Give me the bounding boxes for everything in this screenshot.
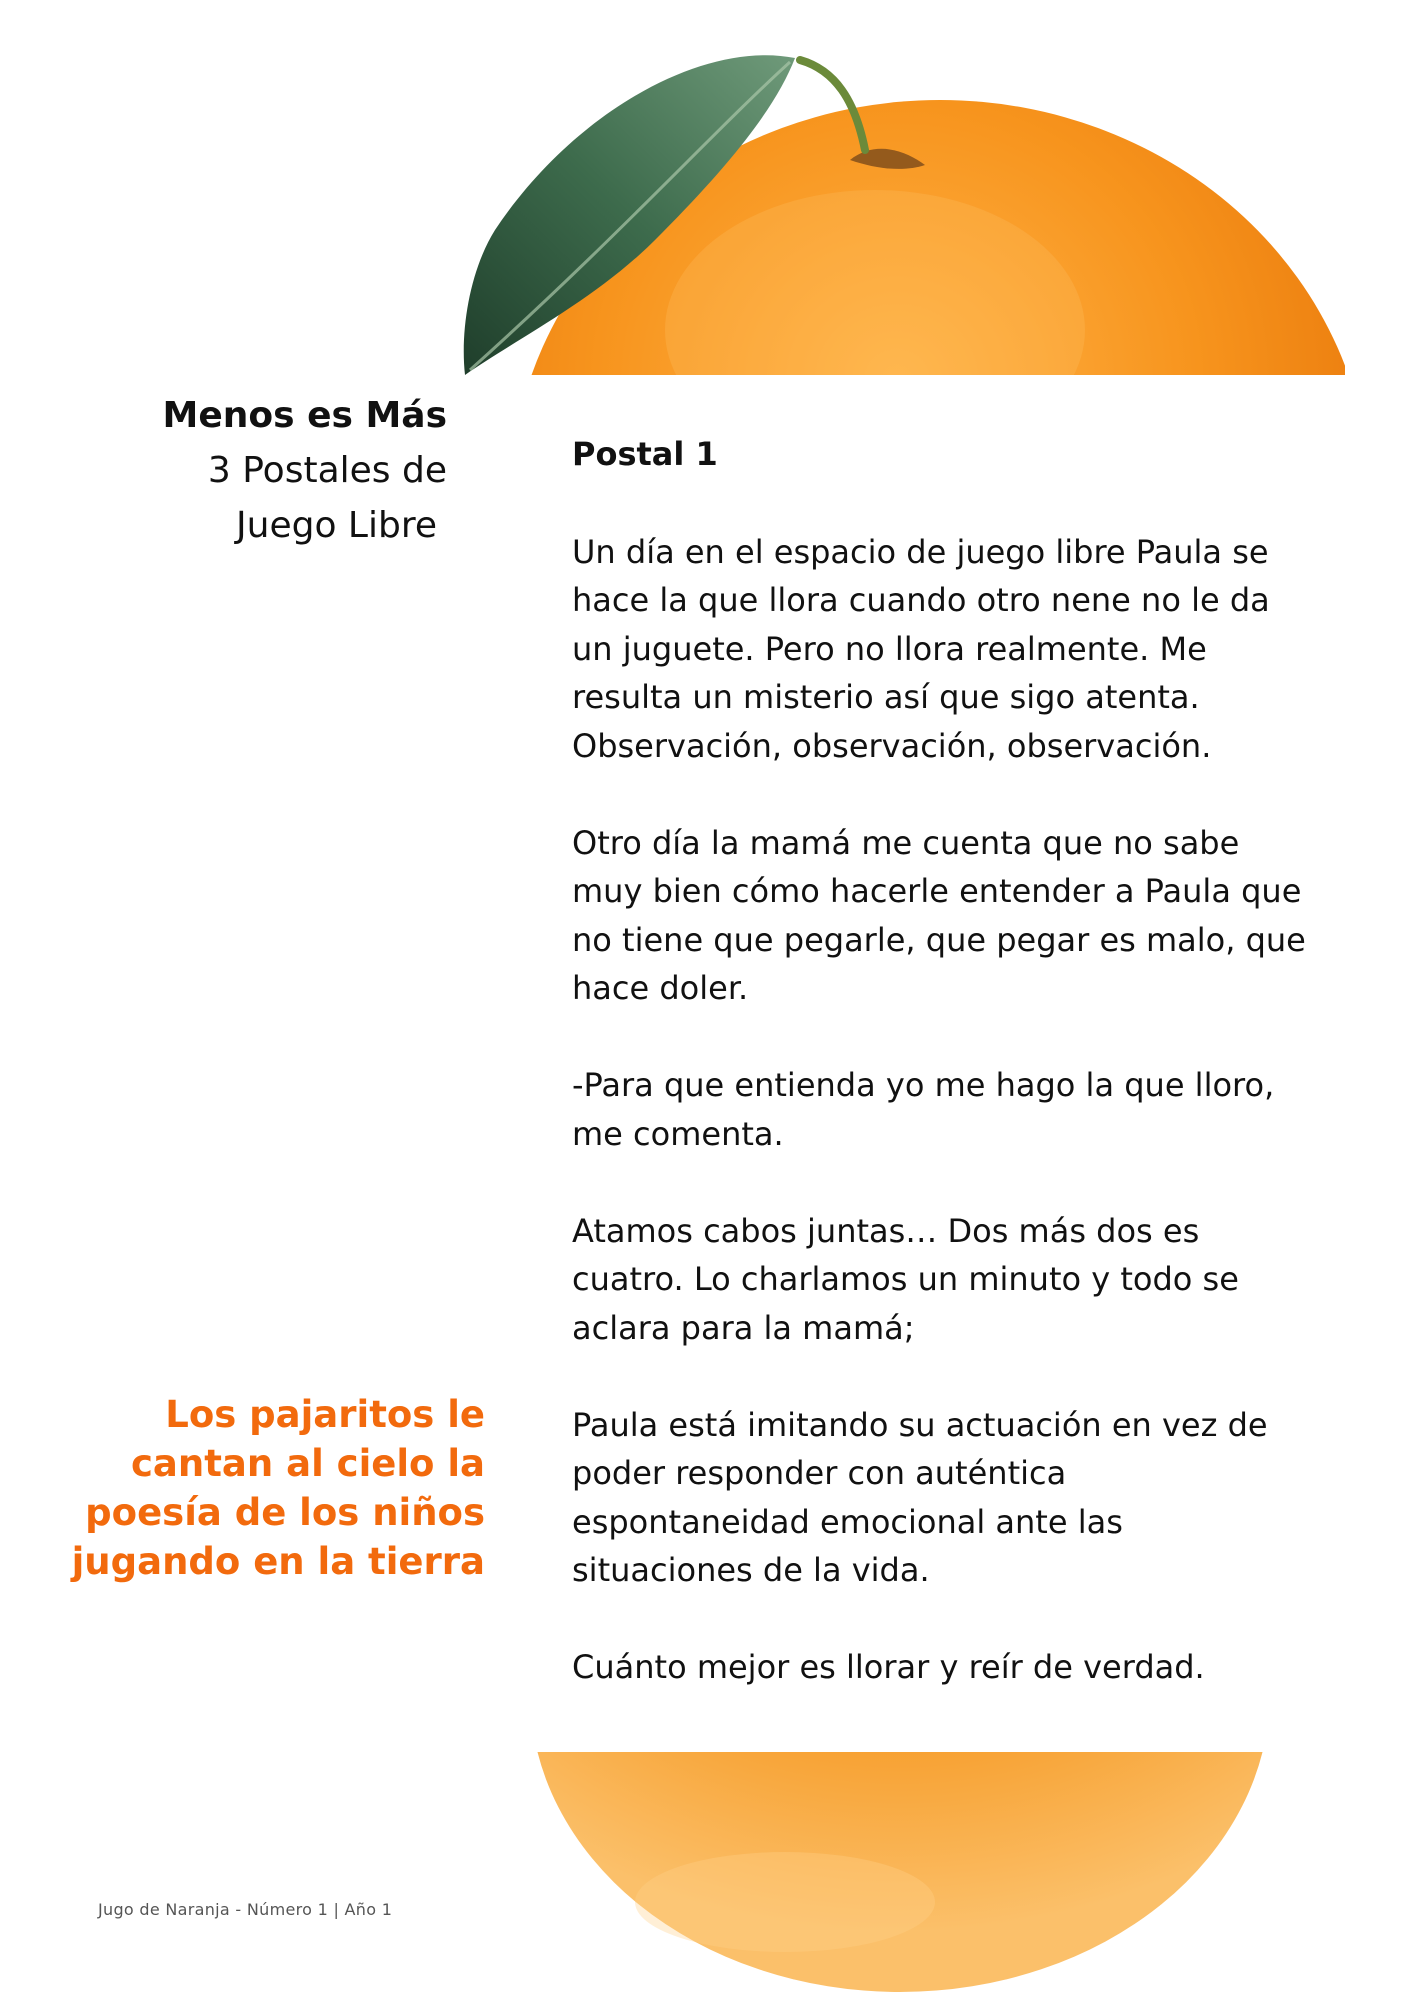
paragraph: Cuánto mejor es llorar y reír de verdad. xyxy=(572,1648,1205,1686)
footer-text: Jugo de Naranja - Número 1 | Año 1 xyxy=(98,1900,393,1919)
side-title xyxy=(27,388,447,553)
orange-bottom-image xyxy=(455,1752,1345,1999)
title-line-3: Juego Libre xyxy=(236,505,437,546)
article-body xyxy=(572,430,1312,1692)
paragraph: Atamos cabos juntas… Dos más dos es cuatro. Lo charlamos un minuto y todo se aclara para la mamá; xyxy=(572,1211,1239,1347)
title-line-1: Menos es Más xyxy=(162,395,447,436)
orange-top-image xyxy=(455,0,1345,375)
orange-bottom-icon xyxy=(455,1752,1345,1999)
paragraph: -Para que entienda yo me hago la que lloro, me comenta. xyxy=(572,1066,1275,1153)
paragraph: Paula está imitando su actuación en vez de poder responder con auténtica espontaneidad emocional ante las situaciones de la vida. xyxy=(572,1405,1268,1589)
paragraph: Otro día la mamá me cuenta que no sabe muy bien cómo hacerle entender a Paula que no tiene que pegarle, que pegar es malo, que hace doler. xyxy=(572,823,1306,1007)
orange-with-leaf-icon xyxy=(455,0,1345,375)
paragraph: Un día en el espacio de juego libre Paula se hace la que llora cuando otro nene no le da un juguete. Pero no llora realmente. Me resulta un misterio así que sigo atenta. Observación, observación, observación. xyxy=(572,532,1270,765)
article-heading: Postal 1 xyxy=(572,435,718,473)
title-line-2: 3 Postales de xyxy=(207,450,447,491)
pull-quote: Los pajaritos le cantan al cielo la poesía de los niños jugando en la tierra xyxy=(71,1393,485,1583)
